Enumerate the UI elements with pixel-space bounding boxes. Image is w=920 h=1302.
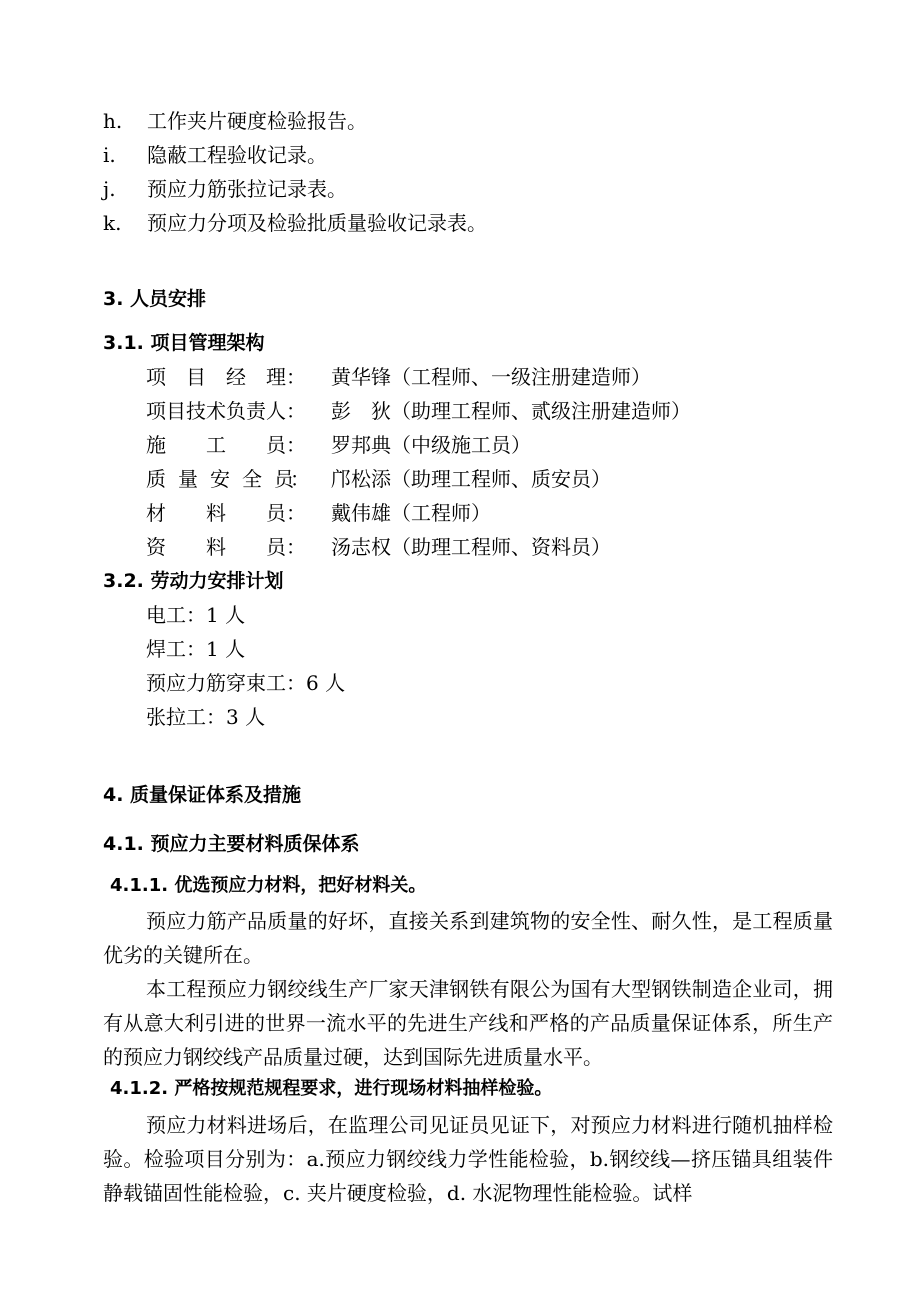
labor-item: 张拉工：3 人 (146, 705, 266, 729)
labor-item: 电工：1 人 (146, 603, 246, 627)
labor-item: 焊工：1 人 (146, 637, 246, 661)
list-item-label: j. (103, 177, 116, 201)
staff-role: 项目技术负责人： (146, 399, 306, 423)
labor-item: 预应力筋穿束工：6 人 (146, 671, 346, 695)
section-3-heading: 3. 人员安排 (103, 288, 207, 310)
list-item (103, 142, 327, 168)
staff-person: 邝松添（助理工程师、质安员） (331, 467, 611, 491)
staff-row (146, 432, 531, 458)
staff-row (146, 534, 611, 560)
list-item-text: 预应力分项及检验批质量验收记录表。 (147, 211, 487, 235)
staff-role: 资 料 员： (146, 535, 306, 559)
list-item (103, 210, 487, 236)
list-item-text: 隐蔽工程验收记录。 (147, 143, 327, 167)
list-item (103, 176, 347, 202)
section-4-heading: 4. 质量保证体系及措施 (103, 784, 302, 806)
list-item (103, 108, 367, 134)
section-3-1-heading: 3.1. 项目管理架构 (103, 332, 265, 354)
paragraph: 预应力材料进场后，在监理公司见证员见证下，对预应力材料进行随机抽样检验。检验项目分别为：a.预应力钢绞线力学性能检验，b.钢绞线—挤压锚具组装件静载锚固性能检验，c. 夹片硬度检验，d. 水泥物理性能检验。试样 (103, 1113, 833, 1205)
staff-role: 质 量 安 全 员： (146, 467, 306, 491)
list-item-text: 预应力筋张拉记录表。 (147, 177, 347, 201)
staff-person: 戴伟雄（工程师） (331, 501, 491, 525)
section-4-1-heading: 4.1. 预应力主要材料质保体系 (103, 833, 360, 855)
list-item-text: 工作夹片硬度检验报告。 (147, 109, 367, 133)
staff-role: 项 目 经 理： (146, 365, 306, 389)
staff-person: 彭 狄（助理工程师、贰级注册建造师） (331, 399, 691, 423)
section-4-1-1-heading: 4.1.1. 优选预应力材料，把好材料关。 (110, 875, 427, 896)
staff-person: 汤志权（助理工程师、资料员） (331, 535, 611, 559)
list-item-label: k. (103, 211, 122, 235)
list-item-label: i. (103, 143, 116, 167)
paragraph: 本工程预应力钢绞线生产厂家天津钢铁有限公为国有大型钢铁制造企业司，拥有从意大利引进的世界一流水平的先进生产线和严格的产品质量保证体系，所生产的预应力钢绞线产品质量过硬，达到国际先进质量水平。 (103, 977, 833, 1069)
staff-row (146, 398, 691, 424)
list-item-label: h. (103, 109, 123, 133)
staff-role: 施 工 员： (146, 433, 306, 457)
staff-role: 材 料 员： (146, 501, 306, 525)
section-4-1-2-heading: 4.1.2. 严格按规范规程要求，进行现场材料抽样检验。 (110, 1078, 553, 1099)
staff-person: 黄华锋（工程师、一级注册建造师） (331, 365, 651, 389)
staff-row (146, 500, 491, 526)
section-3-2-heading: 3.2. 劳动力安排计划 (103, 570, 284, 592)
staff-row (146, 364, 651, 390)
paragraph: 预应力筋产品质量的好坏，直接关系到建筑物的安全性、耐久性，是工程质量优劣的关键所在。 (103, 909, 833, 967)
staff-person: 罗邦典（中级施工员） (331, 433, 531, 457)
staff-row (146, 466, 611, 492)
